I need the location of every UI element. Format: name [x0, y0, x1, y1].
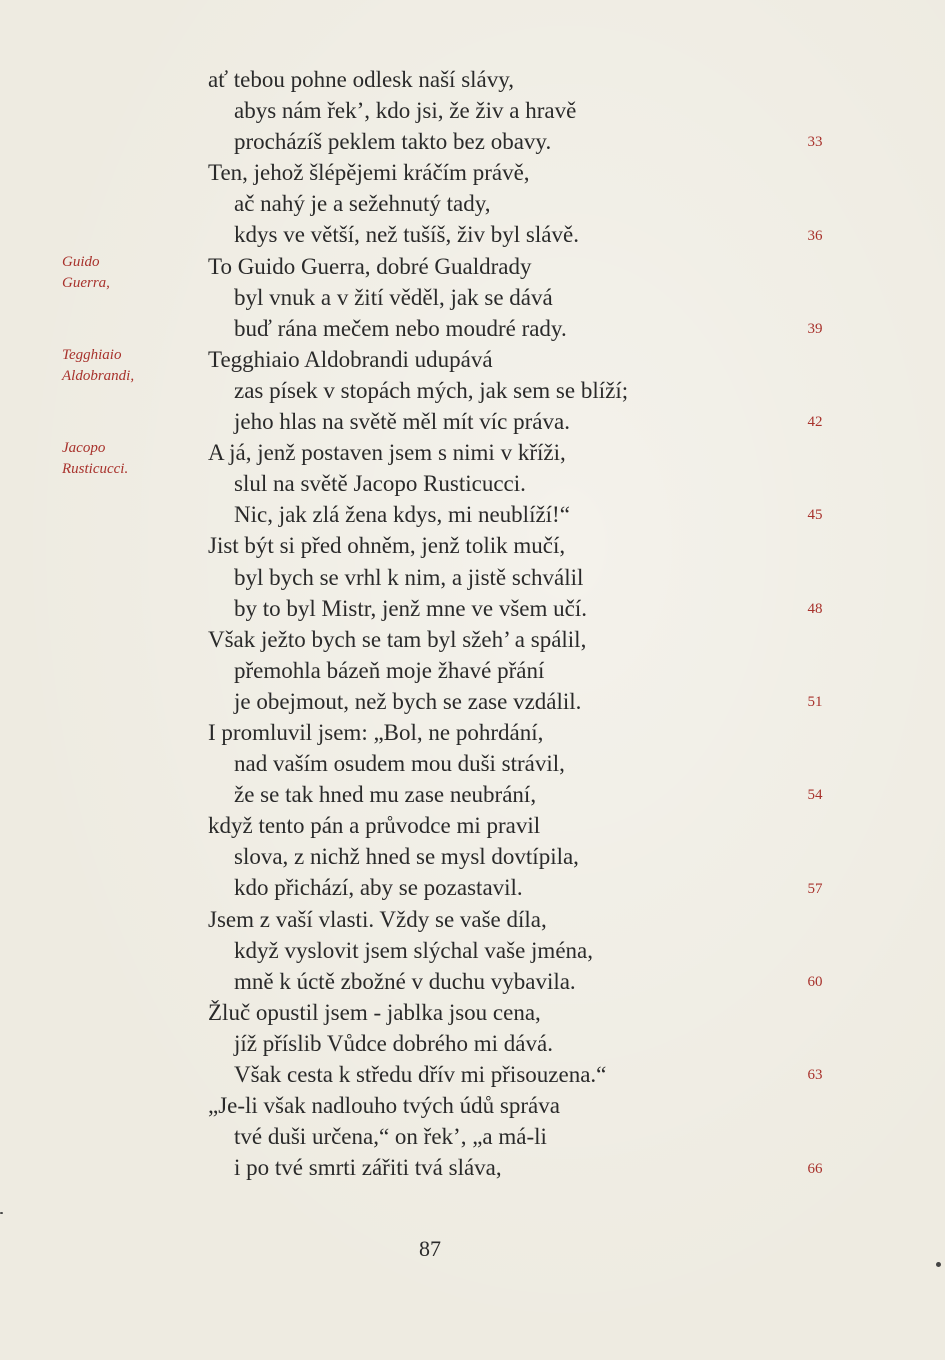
paper-speck — [0, 1212, 3, 1214]
line-number: 63 — [807, 1067, 823, 1084]
page-number: 87 — [419, 1236, 441, 1261]
verse-line: jíž příslib Vůdce dobrého mi dává. — [234, 1030, 553, 1056]
verse-line: Ten, jehož šlépějemi kráčím právě, — [208, 160, 530, 186]
line-number: 42 — [807, 414, 823, 431]
verse-line: jeho hlas na světě měl mít víc práva. — [234, 409, 570, 435]
verse-line: „Je-li však nadlouho tvých údů správa — [208, 1093, 560, 1119]
verse-line: že se tak hned mu zase neubrání, — [234, 782, 537, 808]
verse-line: zas písek v stopách mých, jak sem se blíží; — [234, 377, 629, 403]
margin-note: Guido Guerra, — [62, 253, 110, 291]
verse-line: kdys ve větší, než tušíš, živ byl slávě. — [234, 222, 579, 248]
verse-line: ač nahý je a sežehnutý tady, — [234, 191, 491, 217]
line-number: 48 — [807, 600, 823, 617]
verse-line: slova, z nichž hned se mysl dovtípila, — [234, 844, 579, 870]
verse-line: Však cesta k středu dřív mi přisouzena.“ — [234, 1062, 607, 1087]
verse-line: abys nám řek’, kdo jsi, že živ a hravě — [234, 98, 577, 124]
line-number: 45 — [807, 507, 823, 524]
verse-line: A já, jenž postaven jsem s nimi v kříži, — [208, 440, 566, 466]
verse-line: tvé duši určena,“ on řek’, „a má-li — [234, 1124, 547, 1150]
verse-line: Tegghiaio Aldobrandi udupává — [208, 346, 493, 372]
verse-line: ať tebou pohne odlesk naší slávy, — [208, 67, 514, 92]
verse-line: slul na světě Jacopo Rusticucci. — [234, 471, 526, 497]
verse-line: když vyslovit jsem slýchal vaše jména, — [234, 937, 593, 963]
verse-line: I promluvil jsem: „Bol, ne pohrdání, — [208, 719, 544, 745]
line-number: 54 — [807, 787, 823, 804]
line-number: 51 — [807, 694, 823, 710]
verse-line: nad vaším osudem mou duši strávil, — [234, 751, 565, 777]
verse-line: Jsem z vaší vlasti. Vždy se vaše díla, — [208, 906, 547, 932]
verse-line: kdo přichází, aby se pozastavil. — [234, 875, 523, 901]
margin-note: Tegghiaio Aldobrandi, — [62, 346, 135, 384]
line-number: 33 — [807, 134, 823, 151]
verse-line: Jist být si před ohněm, jenž tolik mučí, — [208, 533, 566, 559]
paper-speck — [936, 1262, 941, 1267]
verse-line: i po tvé smrti zářiti tvá sláva, — [234, 1155, 502, 1181]
verse-line: Žluč opustil jsem - jablka jsou cena, — [208, 999, 541, 1025]
line-number: 66 — [807, 1160, 823, 1177]
verse-line: když tento pán a průvodce mi pravil — [208, 813, 541, 839]
verse-line: procházíš peklem takto bez obavy. — [234, 129, 552, 155]
line-number: 36 — [807, 227, 823, 244]
verse-line: mně k úctě zbožné v duchu vybavila. — [234, 968, 576, 994]
verse-line: To Guido Guerra, dobré Gualdrady — [208, 253, 532, 279]
line-number: 39 — [807, 320, 823, 337]
line-number: 57 — [807, 880, 823, 897]
verse-line: je obejmout, než bych se zase vzdálil. — [234, 688, 582, 714]
verse-block — [208, 64, 728, 1183]
verse-line: by to byl Mistr, jenž mne ve všem učí. — [234, 595, 587, 621]
verse-line: přemohla bázeň moje žhavé přání — [234, 657, 545, 683]
line-number: 60 — [807, 973, 823, 990]
margin-note: Jacopo Rusticucci. — [62, 440, 129, 478]
verse-line: Však ježto bych se tam byl sžeh’ a spálil, — [208, 626, 587, 652]
verse-line: buď rána mečem nebo moudré rady. — [234, 315, 567, 341]
verse-line: Nic, jak zlá žena kdys, mi neublíží!“ — [234, 502, 570, 528]
verse-line: byl bych se vrhl k nim, a jistě schválil — [234, 564, 584, 590]
verse-line: byl vnuk a v žití věděl, jak se dává — [234, 284, 553, 310]
